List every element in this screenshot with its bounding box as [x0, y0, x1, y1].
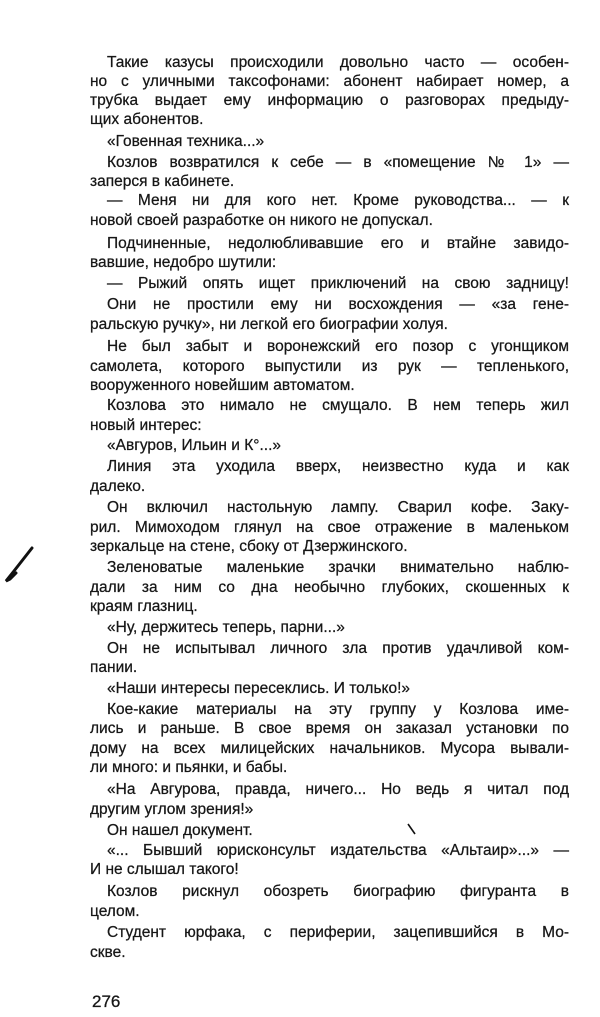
text-line: Студент юрфака, с периферии, зацепившийся в Мо-: [107, 924, 569, 941]
text-line: ральскую ручку», ни легкой его биографии холуя.: [90, 316, 448, 333]
text-line: пании.: [90, 659, 138, 676]
text-line: Он включил настольную лампу. Сварил кофе. Заку-: [107, 499, 569, 516]
text-line: «... Бывший юрисконсульт издательства «Альтаир»...» —: [107, 842, 569, 859]
text-line: дали за ним со дна необычно глубоких, скошенных к: [90, 579, 569, 596]
text-line: зеркальце на стене, сбоку от Дзержинского.: [90, 538, 408, 555]
text-line: — Меня ни для кого нет. Кроме руководства... — к: [107, 192, 569, 209]
text-line: новый интерес:: [90, 417, 202, 434]
text-line: заперся в кабинете.: [90, 173, 235, 190]
text-line: Козлова это нимало не смущало. В нем теперь жил: [107, 397, 569, 414]
text-line: «Наши интересы пересеклись. И только!»: [107, 680, 411, 697]
text-line: лись и раньше. В свое время он заказал установки по: [90, 720, 569, 737]
text-line: скве.: [90, 944, 126, 961]
text-line: целом.: [90, 903, 140, 920]
text-line: «Говенная техника...»: [107, 133, 265, 150]
text-line: Подчиненные, недолюбливавшие его и втайне завидо-: [107, 235, 569, 252]
text-line: краям глазниц.: [90, 598, 198, 615]
text-line: вавшие, недобро шутили:: [90, 254, 277, 271]
text-line: щих абонентов.: [90, 111, 204, 128]
text-line: Не был забыт и воронежский его позор с угонщиком: [107, 338, 569, 355]
text-line: ли много: и пьянки, и бабы.: [90, 759, 288, 776]
text-line: Козлов возвратился к себе — в «помещение № 1» —: [107, 154, 569, 171]
text-line: вооруженного новейшим автоматом.: [90, 377, 355, 394]
text-line: новой своей разработке он никого не допускал.: [90, 212, 433, 229]
text-line: трубка выдает ему информацию о разговорах предыду-: [90, 92, 569, 109]
text-line: И не слышал такого!: [90, 861, 239, 878]
text-line: Линия эта уходила вверх, неизвестно куда и как: [107, 458, 569, 475]
text-line: Такие казусы происходили довольно часто — особен-: [107, 54, 569, 71]
text-line: Он не испытывал личного зла против удачливой ком-: [107, 640, 569, 657]
text-line: «На Авгурова, правда, ничего... Но ведь я читал под: [107, 781, 569, 798]
text-line: рил. Мимоходом глянул на свое отражение в маленьком: [90, 519, 569, 536]
text-line: далеко.: [90, 478, 146, 495]
text-line: самолета, которого выпустили из рук — тепленького,: [90, 358, 569, 375]
text-line: дому на всех милицейских начальников. Мусора вывали-: [90, 740, 569, 757]
text-line: но с уличными таксофонами: абонент набирает номер, а: [90, 73, 569, 90]
text-line: — Рыжий опять ищет приключений на свою задницу!: [107, 275, 569, 292]
text-line: Он нашел документ.: [107, 822, 253, 839]
pen-stroke-mark: [2, 545, 36, 585]
page-number: 276: [92, 992, 121, 1011]
text-line: Кое-какие материалы на эту группу у Козлова име-: [107, 701, 569, 718]
text-line: Козлов рискнул обозреть биографию фигуранта в: [107, 883, 569, 900]
text-line: «Ну, держитесь теперь, парни...»: [107, 619, 345, 636]
text-line: Зеленоватые маленькие зрачки внимательно наблю-: [107, 559, 569, 576]
text-line: Они не простили ему ни восхождения — «за гене-: [107, 296, 569, 313]
text-line: «Авгуров, Ильин и К°...»: [107, 437, 282, 454]
text-line: другим углом зрения!»: [90, 801, 254, 818]
